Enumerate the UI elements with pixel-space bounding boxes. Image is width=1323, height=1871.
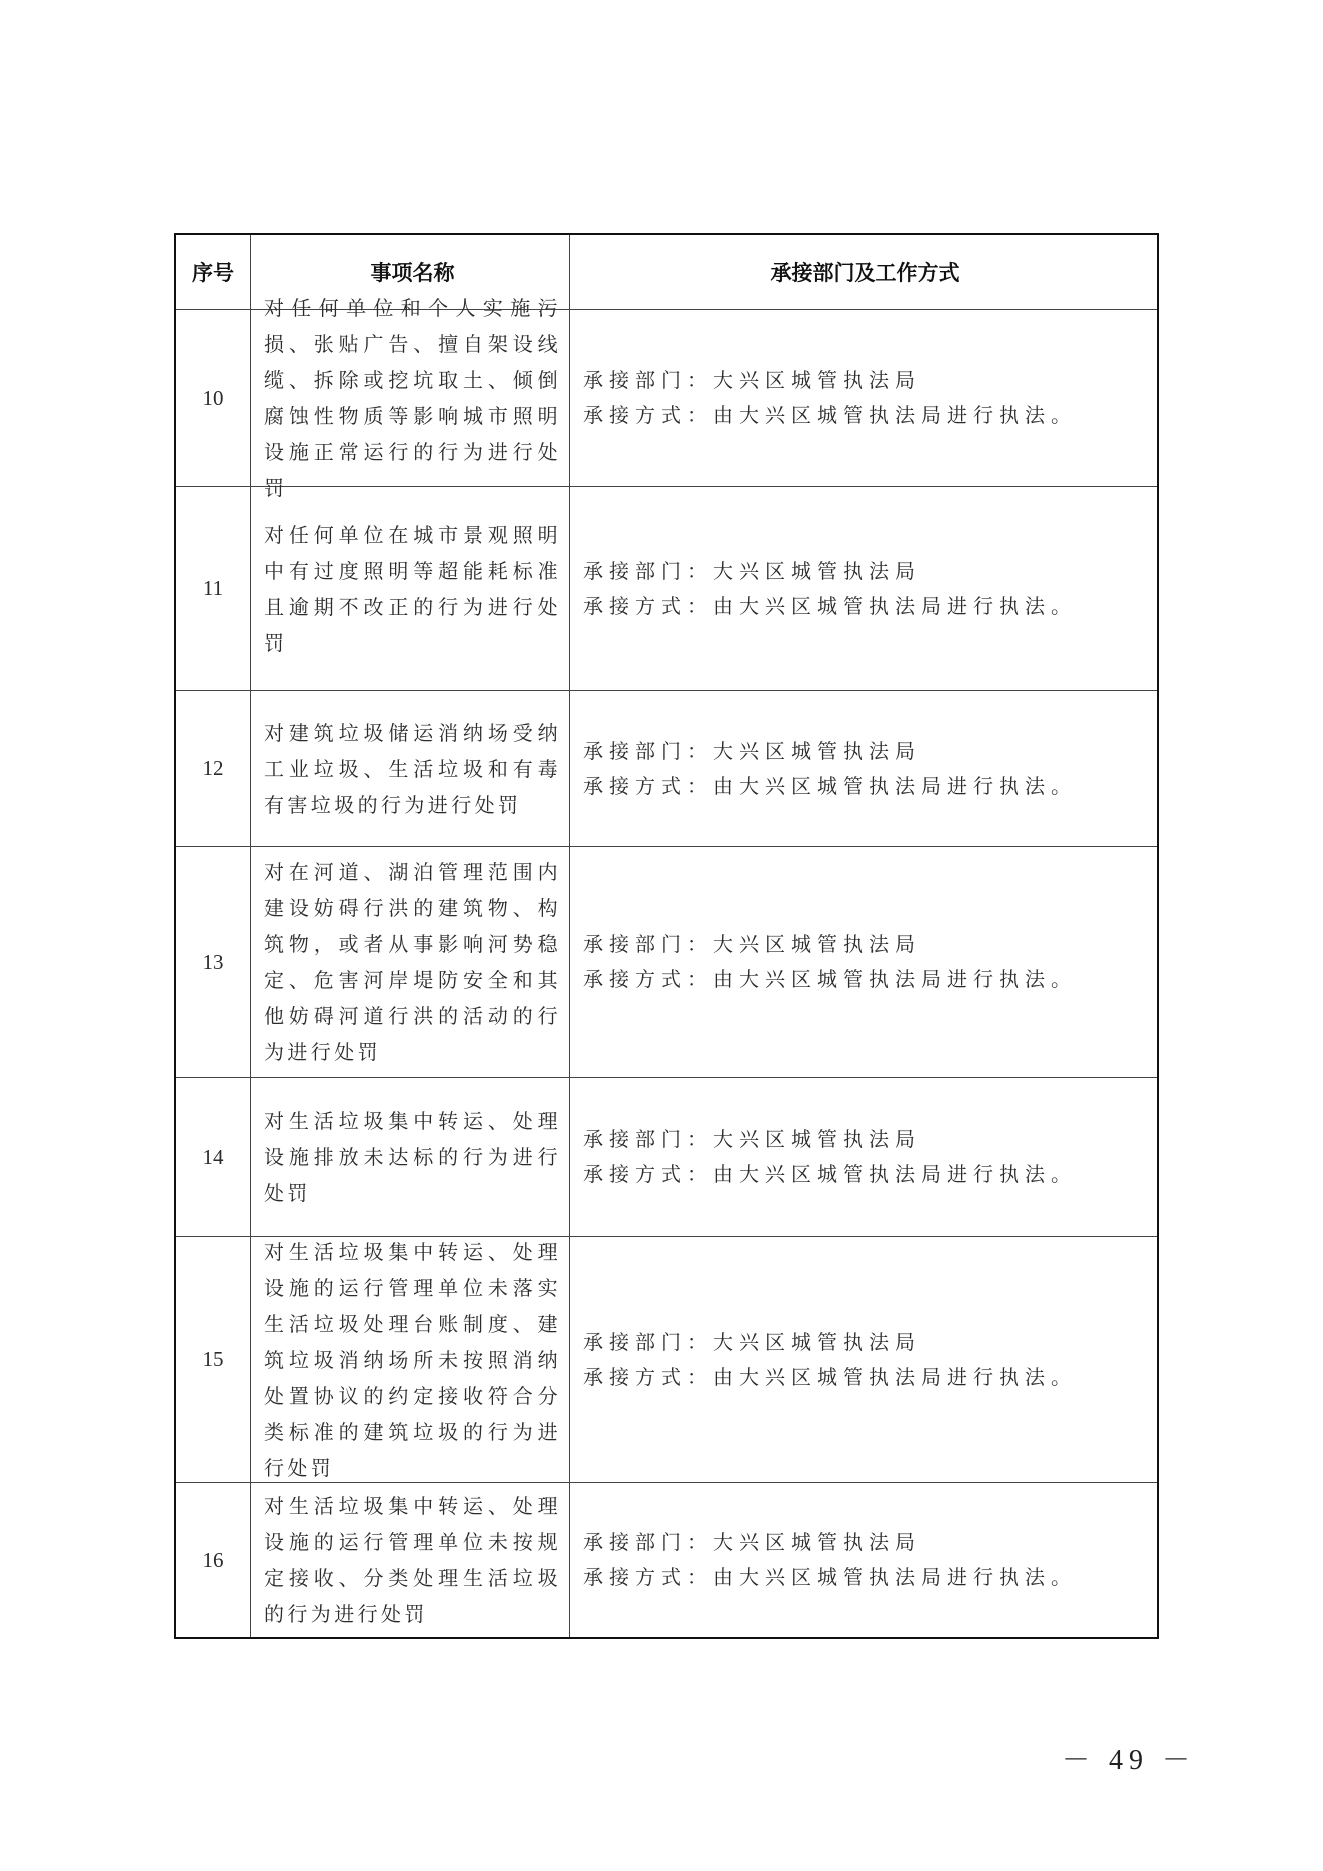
- matter-name-cell: [251, 847, 570, 1077]
- matter-name: 对生活垃圾集中转运、处理设施的运行管理单位未落实生活垃圾处理台账制度、建筑垃圾消纳场所未按照消纳处置协议的约定接收符合分类标准的建筑垃圾的行为进行处罚: [264, 1239, 561, 1480]
- department-method-cell: [570, 691, 1157, 846]
- table-row: [176, 846, 1157, 1077]
- department-line: 承接部门：大兴区城管执法局: [583, 1127, 921, 1151]
- department-line: 承接部门：大兴区城管执法局: [583, 558, 921, 583]
- serial-number: 16: [176, 1483, 251, 1637]
- table-row: [176, 1482, 1157, 1637]
- department-method-cell: [570, 1237, 1157, 1482]
- header-department-method: 承接部门及工作方式: [770, 261, 960, 285]
- method-line: 承接方式：由大兴区城管执法局进行执法。: [583, 967, 1077, 991]
- department-line: 承接部门：大兴区城管执法局: [583, 1329, 921, 1354]
- method-line: 承接方式：由大兴区城管执法局进行执法。: [583, 593, 1077, 618]
- table-row: [176, 486, 1157, 690]
- department-line: 承接部门：大兴区城管执法局: [583, 738, 921, 763]
- matter-name-cell: [251, 691, 570, 846]
- method-line: 承接方式：由大兴区城管执法局进行执法。: [583, 773, 1077, 798]
- page-number: － 49 －: [1062, 1745, 1197, 1776]
- table-row: [176, 1236, 1157, 1482]
- method-line: 承接方式：由大兴区城管执法局进行执法。: [583, 1162, 1077, 1186]
- method-line: 承接方式：由大兴区城管执法局进行执法。: [583, 1364, 1077, 1389]
- department-line: 承接部门：大兴区城管执法局: [583, 368, 921, 392]
- serial-number: 13: [176, 847, 251, 1077]
- serial-number: 10: [176, 310, 251, 486]
- table-row: [176, 1077, 1157, 1236]
- matter-name-cell: [251, 1483, 570, 1637]
- department-method-cell: [570, 1078, 1157, 1236]
- method-line: 承接方式：由大兴区城管执法局进行执法。: [583, 1565, 1077, 1589]
- table-row: [176, 296, 1157, 500]
- matter-name: 对生活垃圾集中转运、处理设施排放未达标的行为进行处罚: [264, 1109, 561, 1205]
- department-line: 承接部门：大兴区城管执法局: [583, 1530, 921, 1554]
- matter-name-cell: [251, 1237, 570, 1482]
- table-row: [176, 690, 1157, 846]
- matter-name: 对任何单位和个人实施污损、张贴广告、擅自架设线缆、拆除或挖坑取土、倾倒腐蚀性物质等影响城市照明设施正常运行的行为进行处罚: [264, 296, 561, 500]
- department-method-cell: [570, 310, 1157, 486]
- header-serial-number: 序号: [176, 235, 251, 309]
- department-line: 承接部门：大兴区城管执法局: [583, 932, 921, 956]
- header-matter-name: 事项名称: [251, 235, 570, 309]
- matters-table: [174, 233, 1159, 1639]
- matter-name-cell: [251, 296, 570, 500]
- matter-name: 对任何单位在城市景观照明中有过度照明等超能耗标准且逾期不改正的行为进行处罚: [264, 522, 561, 655]
- matter-name: 对建筑垃圾储运消纳场受纳工业垃圾、生活垃圾和有毒有害垃圾的行为进行处罚: [264, 720, 561, 817]
- department-method-cell: [570, 847, 1157, 1077]
- serial-number: 11: [176, 487, 251, 690]
- department-method-cell: [570, 1483, 1157, 1637]
- serial-number: 14: [176, 1078, 251, 1236]
- department-method-cell: [570, 487, 1157, 690]
- matter-name-cell: [251, 1078, 570, 1236]
- matter-name: 对在河道、湖泊管理范围内建设妨碍行洪的建筑物、构筑物，或者从事影响河势稳定、危害河岸堤防安全和其他妨碍河道行洪的活动的行为进行处罚: [264, 860, 561, 1064]
- serial-number: 15: [176, 1237, 251, 1482]
- matter-name: 对生活垃圾集中转运、处理设施的运行管理单位未按规定接收、分类处理生活垃圾的行为进行处罚: [264, 1494, 561, 1626]
- method-line: 承接方式：由大兴区城管执法局进行执法。: [583, 403, 1077, 427]
- matter-name-cell: [251, 487, 570, 690]
- serial-number: 12: [176, 691, 251, 846]
